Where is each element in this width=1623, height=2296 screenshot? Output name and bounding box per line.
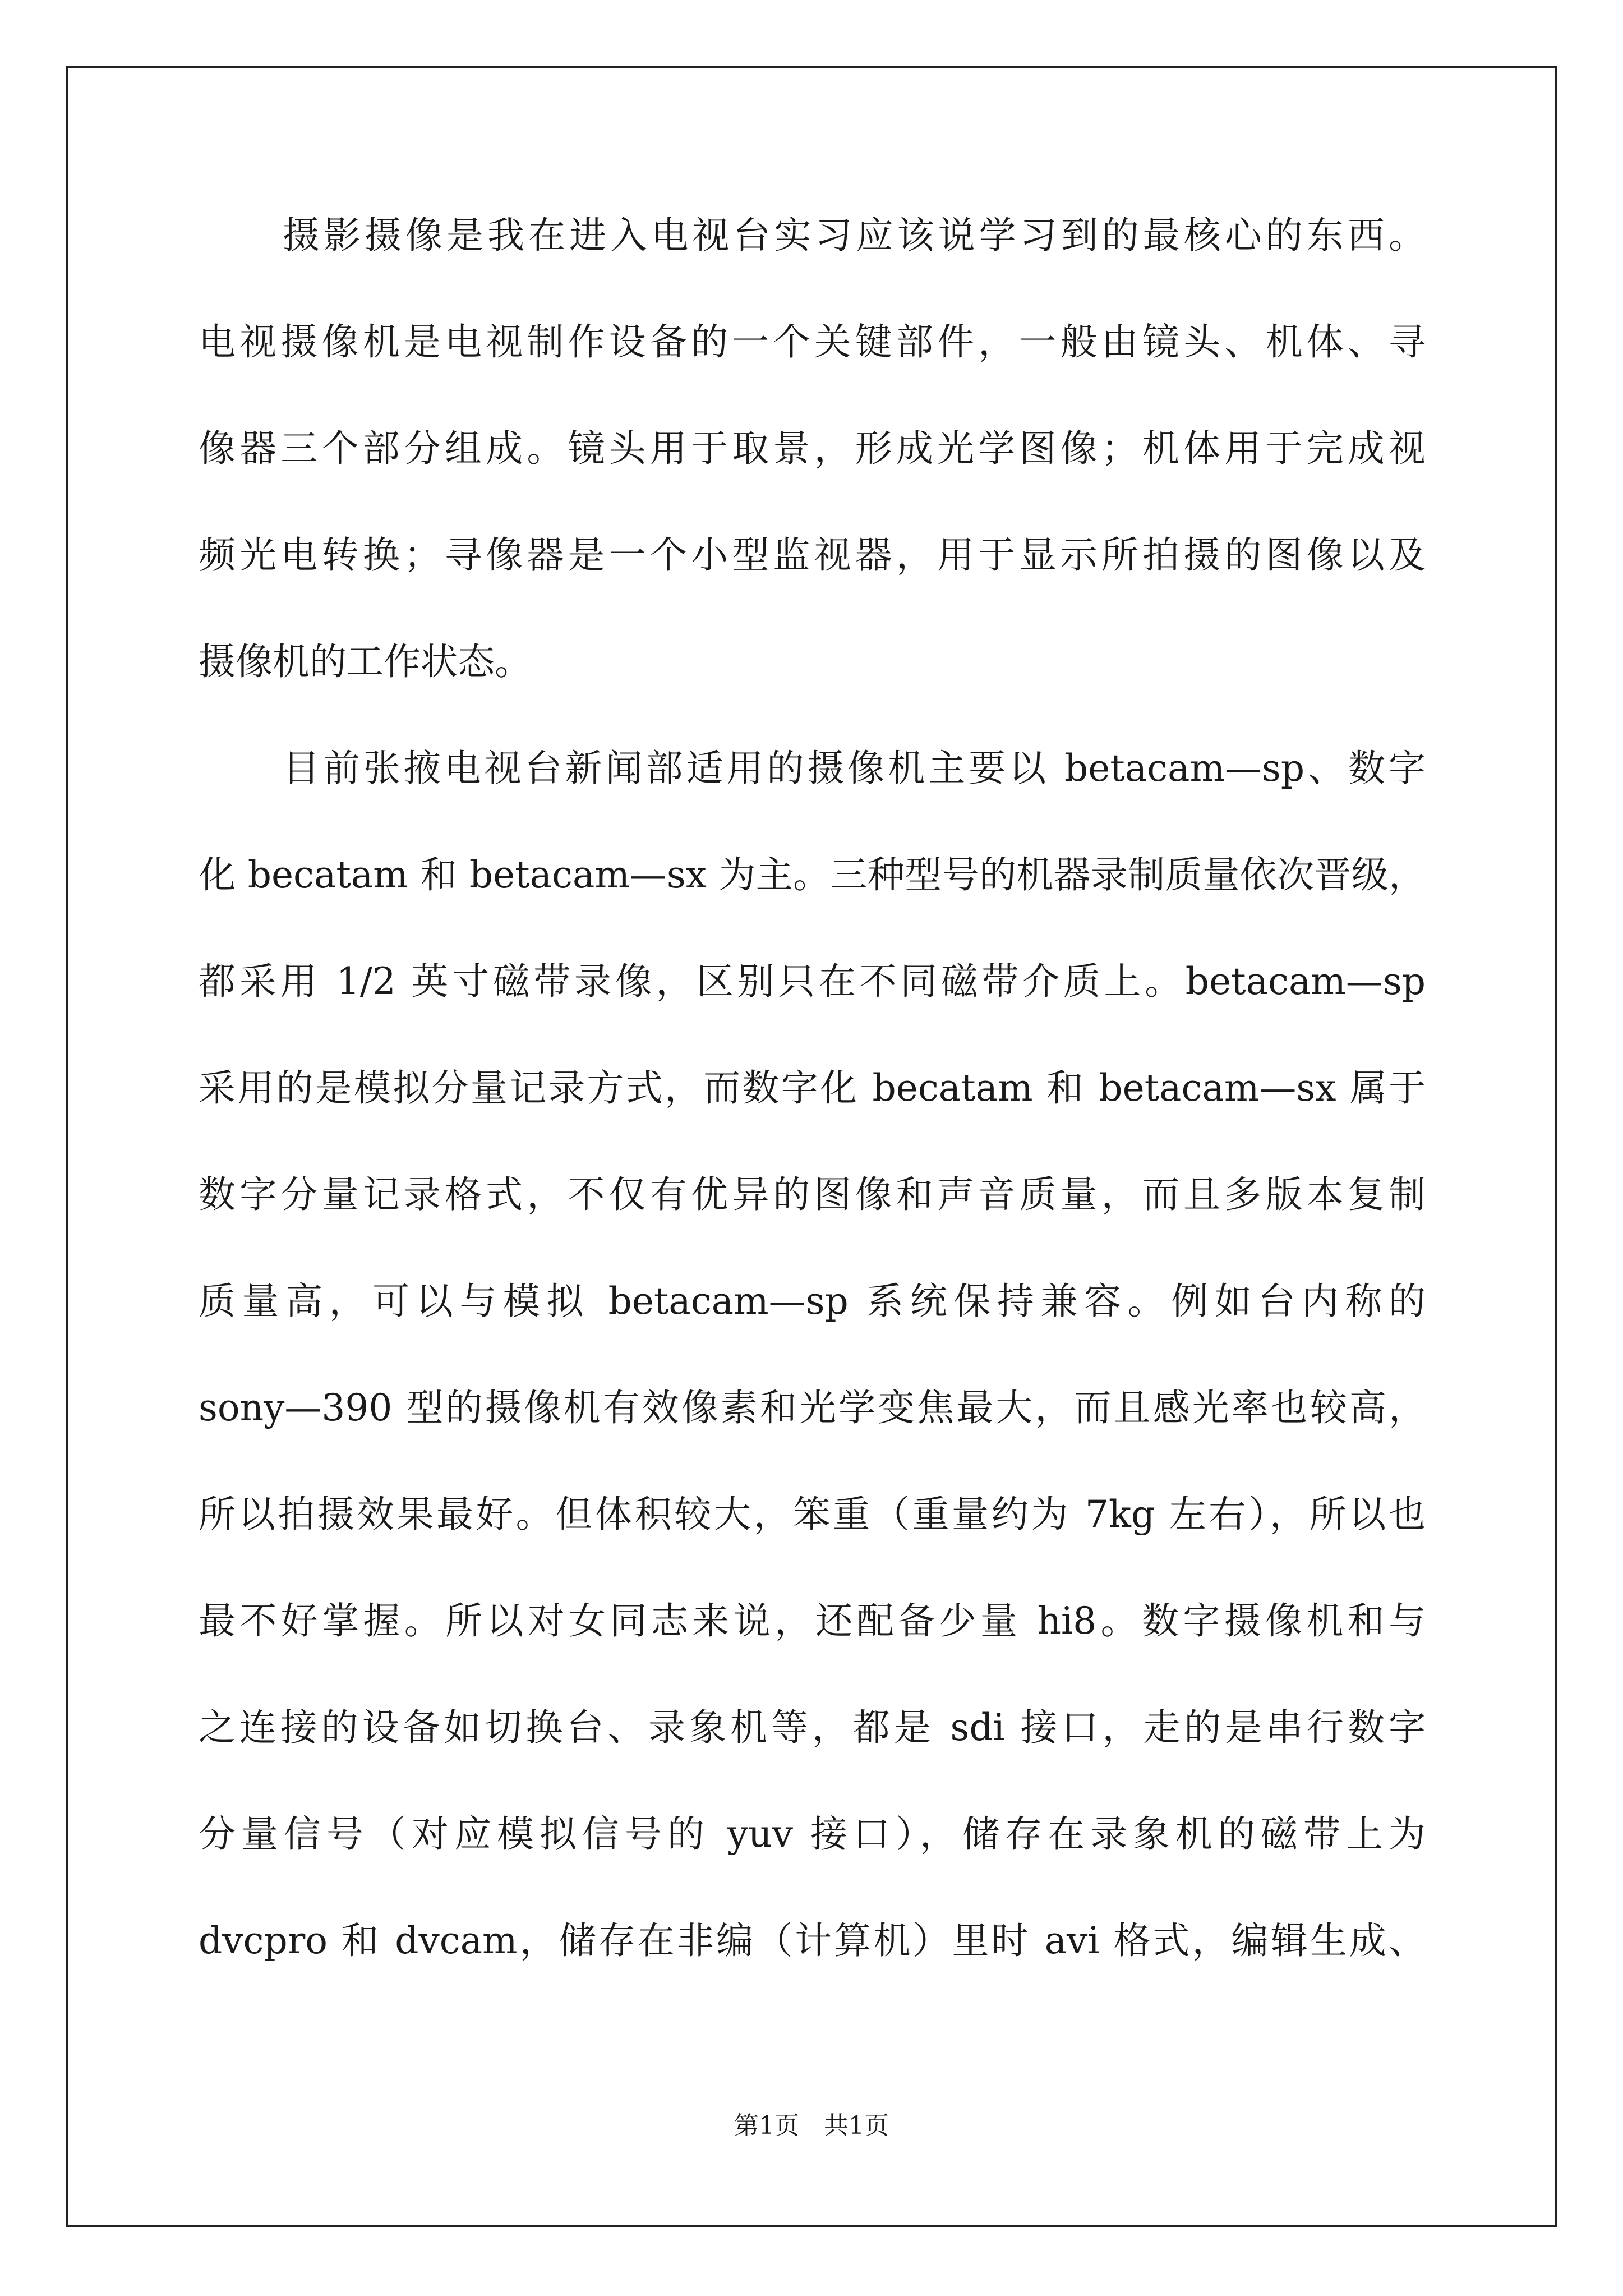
paragraph-1-line-4: 频光电转换；寻像器是一个小型监视器，用于显示所拍摄的图像以及 (199, 533, 1426, 577)
paragraph-2-line-6: 质量高，可以与模拟 betacam—sp 系统保持兼容。例如台内称的 (199, 1280, 1426, 1323)
paragraph-1-line-2: 电视摄像机是电视制作设备的一个关键部件，一般由镜头、机体、寻 (199, 320, 1426, 364)
paragraph-1-line-1: 摄影摄像是我在进入电视台实习应该说学习到的最核心的东西。 (283, 214, 1426, 257)
paragraph-2-line-9: 最不好掌握。所以对女同志来说，还配备少量 hi8。数字摄像机和与 (199, 1599, 1426, 1642)
paragraph-2-line-3: 都采用 1/2 英寸磁带录像，区别只在不同磁带介质上。betacam—sp (199, 960, 1426, 1003)
paragraph-2-line-4: 采用的是模拟分量记录方式，而数字化 becatam 和 betacam—sx 属于 (199, 1066, 1426, 1110)
paragraph-2-line-5: 数字分量记录格式，不仅有优异的图像和声音质量，而且多版本复制 (199, 1173, 1426, 1216)
paragraph-2-line-12: dvcpro 和 dvcam，储存在非编（计算机）里时 avi 格式，编辑生成、 (199, 1919, 1426, 1962)
paragraph-1-line-5: 摄像机的工作状态。 (199, 640, 532, 683)
paragraph-2-line-8: 所以拍摄效果最好。但体积较大，笨重（重量约为 7kg 左右），所以也 (199, 1493, 1426, 1536)
paragraph-2-line-7: sony—390 型的摄像机有效像素和光学变焦最大，而且感光率也较高， (199, 1386, 1426, 1429)
paragraph-2-line-11: 分量信号（对应模拟信号的 yuv 接口），储存在录象机的磁带上为 (199, 1812, 1426, 1856)
page-footer: 第1页 共1页 (734, 2111, 889, 2140)
paragraph-2-line-1: 目前张掖电视台新闻部适用的摄像机主要以 betacam—sp、数字 (283, 747, 1426, 790)
paragraph-1-line-3: 像器三个部分组成。镜头用于取景，形成光学图像；机体用于完成视 (199, 427, 1426, 470)
paragraph-2-line-10: 之连接的设备如切换台、录象机等，都是 sdi 接口，走的是串行数字 (199, 1706, 1426, 1749)
paragraph-2-line-2: 化 becatam 和 betacam—sx 为主。三种型号的机器录制质量依次晋级， (199, 853, 1426, 896)
document-body (199, 208, 1426, 2019)
